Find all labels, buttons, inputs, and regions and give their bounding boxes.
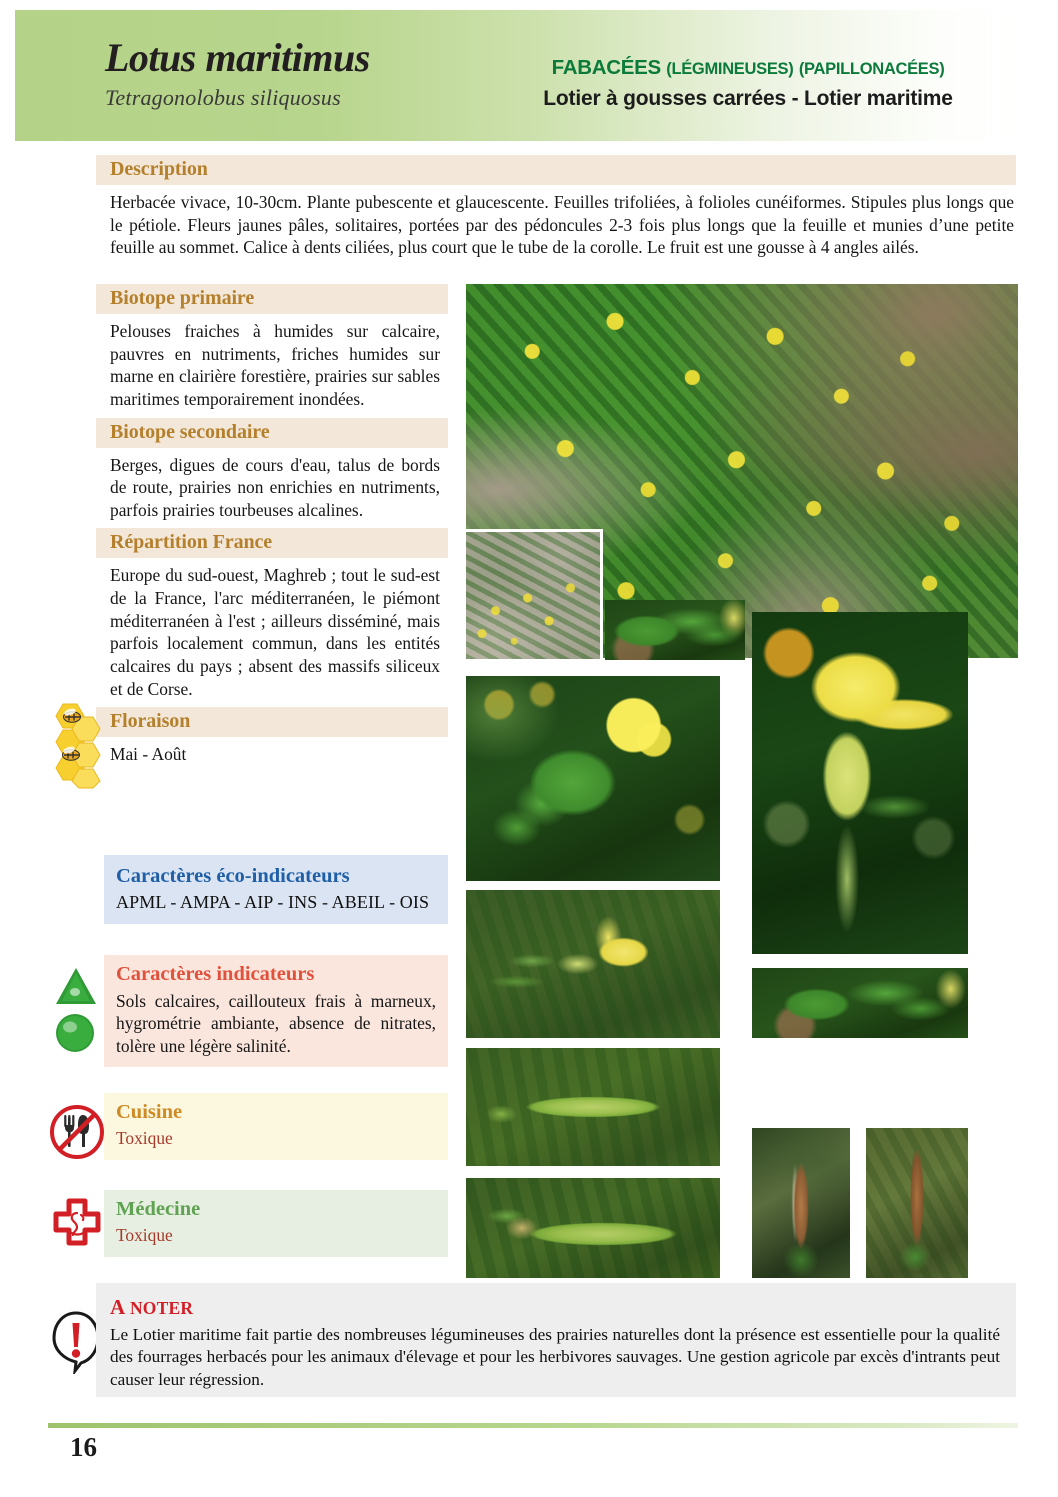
family-main: FABACÉES	[551, 56, 661, 79]
a-noter-heading	[96, 1283, 1016, 1320]
description-heading: Description	[96, 155, 1016, 185]
green-pod-photo	[466, 1048, 720, 1166]
footer-divider	[48, 1423, 1018, 1428]
flower-side-photo	[466, 890, 720, 1038]
repartition-block	[96, 528, 448, 700]
a-noter-heading-rest: NOTER	[125, 1298, 194, 1318]
left-column	[96, 284, 448, 767]
family-paren-2: (PAPILLONACÉES)	[798, 60, 945, 78]
no-food-icon	[48, 1103, 106, 1161]
a-noter-heading-initial: A	[110, 1295, 126, 1319]
green-triangle-icon	[54, 966, 98, 1006]
eco-indicators-block	[104, 855, 448, 924]
eco-indicators-heading: Caractères éco-indicateurs	[116, 865, 350, 887]
family-paren-1: (LÉGMINEUSES)	[666, 60, 794, 78]
repartition-text: Europe du sud-ouest, Maghreb ; tout le sud-est de la France, l'arc méditerranéen, le piémont méditerranéen à l'est ; ailleurs disséminé, mais parfois localement commun, dans les entités calcaires du pays ; absent des massifs siliceux et de Corse.	[110, 565, 440, 699]
green-pod-calyx-photo	[466, 1178, 720, 1278]
bee-honeycomb-icon	[50, 700, 102, 792]
medecine-block	[104, 1190, 448, 1257]
floraison-block	[96, 707, 448, 766]
dry-pod-open-photo	[752, 1128, 850, 1278]
leaf-stem-photo	[752, 968, 968, 1038]
green-circle-icon	[54, 1012, 96, 1054]
biotope-primaire-block	[96, 284, 448, 411]
synonym-name: Tetragonolobus siliquosus	[105, 85, 341, 110]
indicators-text: Sols calcaires, caillouteux frais à marneux, hygrométrie ambiante, absence de nitrates, tolère une légère salinité.	[116, 990, 436, 1056]
habitat-inset-photo	[466, 532, 600, 659]
cuisine-value: Toxique	[116, 1127, 173, 1148]
a-noter-block	[96, 1283, 1016, 1397]
eco-indicators-codes: APML - AMPA - AIP - INS - ABEIL - OIS	[116, 891, 430, 912]
page-title: Lotus maritimus	[105, 35, 370, 80]
biotope-primaire-heading: Biotope primaire	[96, 284, 448, 314]
common-names: Lotier à gousses carrées - Lotier maritime	[543, 87, 953, 110]
habitat-ground-photo	[605, 600, 745, 660]
medecine-value: Toxique	[116, 1224, 173, 1245]
floraison-text: Mai - Août	[110, 744, 187, 765]
biotope-secondaire-block	[96, 418, 448, 522]
family-name-block	[498, 56, 998, 111]
repartition-heading: Répartition France	[96, 528, 448, 558]
cuisine-block	[104, 1093, 448, 1160]
leaf-trifoliate-photo	[466, 676, 720, 881]
indicators-heading: Caractères indicateurs	[116, 963, 315, 985]
indicators-block	[104, 955, 448, 1067]
medecine-heading: Médecine	[116, 1198, 201, 1220]
description-block	[96, 155, 1016, 259]
cuisine-heading: Cuisine	[116, 1101, 183, 1123]
flower-closeup-photo	[752, 612, 968, 954]
medical-cross-icon	[48, 1197, 106, 1255]
biotope-secondaire-text: Berges, digues de cours d'eau, talus de bords de route, prairies non enrichies en nutriments, parfois prairies tourbeuses alcalines.	[110, 454, 440, 520]
page-number: 16	[70, 1432, 97, 1462]
biotope-secondaire-heading: Biotope secondaire	[96, 418, 448, 448]
biotope-primaire-text: Pelouses fraiches à humides sur calcaire, pauvres en nutriments, friches humides sur marne en clairière forestière, prairies sur sables maritimes temporairement inondées.	[110, 321, 440, 409]
family-line	[498, 56, 998, 80]
latin-name-block	[105, 35, 495, 111]
a-noter-text: Le Lotier maritime fait partie des nombreuses légumineuses des prairies naturelles dont la présence est essentielle pour la qualité des fourrages herbacés pour les animaux d'élevage et pour les herbivores sauvages. Une gestion agricole par excès d'intrants peut causer leur régression.	[110, 1325, 1000, 1389]
description-text: Herbacée vivace, 10-30cm. Plante pubescente et glaucescente. Feuilles trifoliées, à folioles cunéiformes. Stipules plus longs que le pétiole. Fleurs jaunes pâles, solitaires, portées par des pédoncules 2-3 fois plus longs que la feuille et munies d’une petite feuille au sommet. Calice à dents ciliées, plus court que le tube de la corolle. Le fruit est une gousse à 4 angles ailés.	[110, 192, 1014, 258]
dry-pod-photo	[866, 1128, 968, 1278]
floraison-heading: Floraison	[96, 707, 448, 737]
